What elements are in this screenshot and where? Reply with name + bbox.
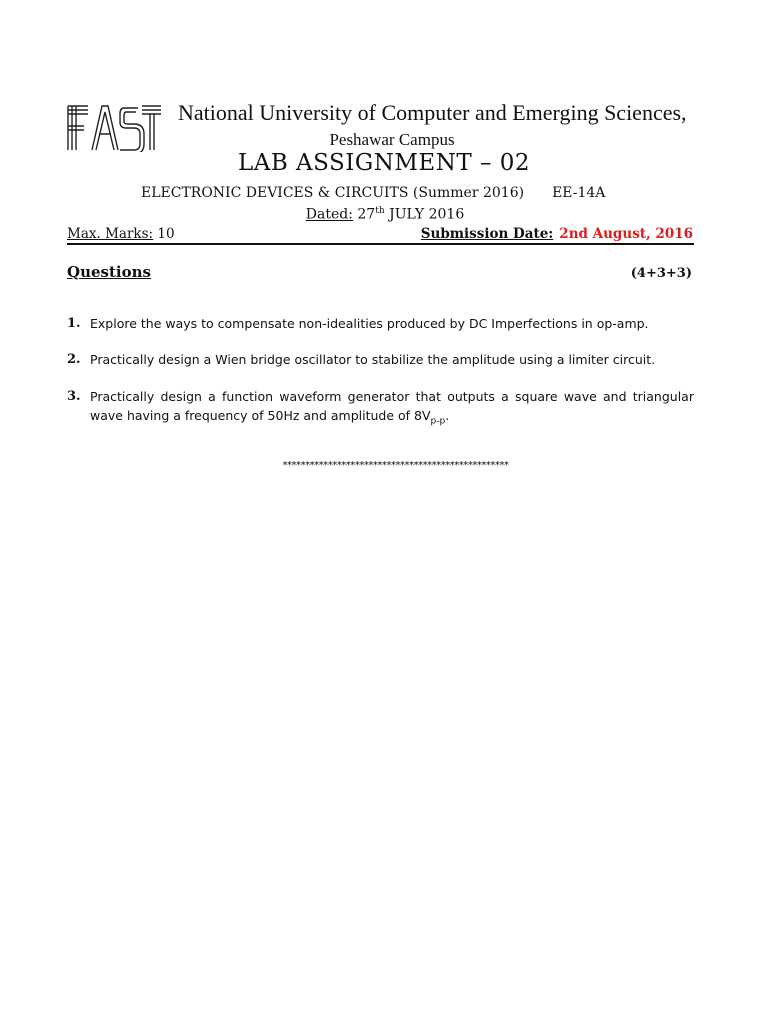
dated-label: Dated: (305, 206, 353, 223)
max-marks (67, 226, 175, 242)
course-code: EE-14A (552, 185, 606, 201)
university-name: National University of Computer and Emerging Sciences, (178, 100, 687, 125)
dated-day: 27 (357, 206, 376, 223)
header-divider (67, 243, 694, 245)
question-text: Explore the ways to compensate non-idealities produced by DC Imperfections in op-amp. (90, 316, 649, 331)
marks-distribution: (4+3+3) (630, 266, 692, 281)
campus-name: Peshawar Campus (329, 130, 455, 149)
course-name: ELECTRONIC DEVICES & CIRCUITS (Summer 2016) (141, 185, 525, 201)
submission-date-label: Submission Date: (420, 226, 554, 242)
submission-date (421, 226, 693, 242)
submission-date-value: 2nd August, 2016 (559, 226, 693, 242)
question-item (67, 314, 694, 333)
assignment-title: LAB ASSIGNMENT – 02 (237, 150, 531, 176)
question-text: Practically design a Wien bridge oscillator to stabilize the amplitude using a limiter circuit. (90, 352, 656, 367)
end-separator: ************************************************** (281, 460, 509, 471)
question-number: 3. (67, 389, 81, 404)
question-text-block (90, 387, 694, 432)
max-marks-label: Max. Marks: (67, 226, 154, 242)
course-line (141, 185, 605, 201)
question-number: 2. (67, 352, 81, 367)
max-marks-value: 10 (157, 226, 175, 242)
question-subscript: p-p (430, 416, 446, 427)
question-item (67, 387, 694, 432)
questions-heading: Questions (67, 263, 151, 281)
question-number: 1. (67, 316, 81, 331)
marks-row (67, 226, 693, 244)
dated-month-year: JULY 2016 (389, 206, 465, 223)
question-text: Practically design a function waveform generator that outputs a square wave and triangular wave having a frequency of 50Hz and amplitude of 8V (90, 389, 694, 423)
question-text-end: . (445, 408, 450, 423)
dated-line (0, 206, 768, 223)
dated-suffix: th (375, 206, 385, 216)
question-item (67, 350, 694, 369)
